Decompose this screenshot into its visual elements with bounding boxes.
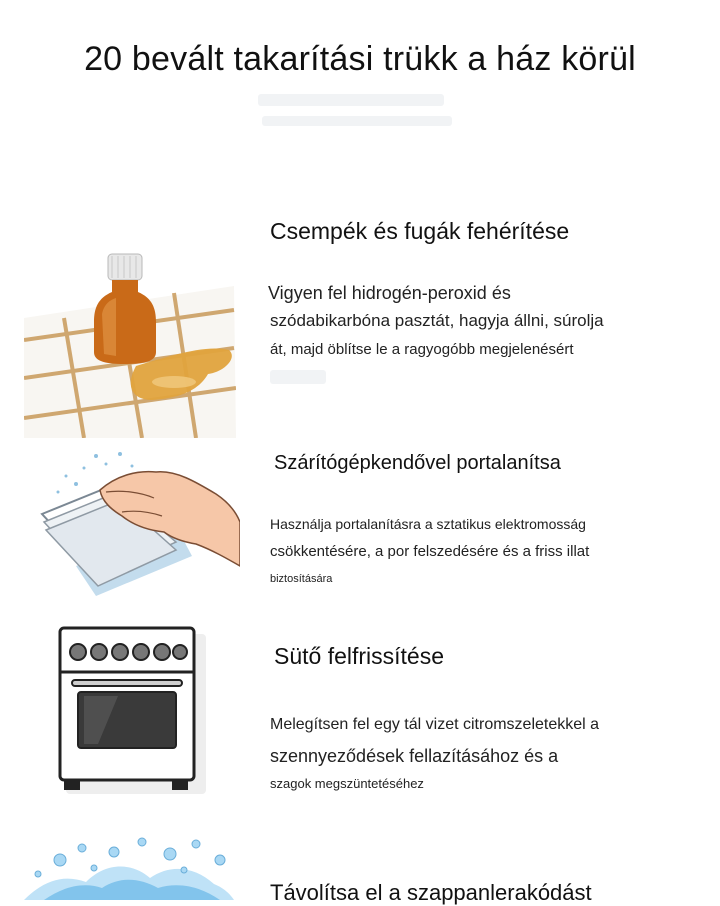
- tip-heading: Sütő felfrissítése: [274, 643, 445, 669]
- tip-text-line: szennyeződések fellazításához és a: [270, 746, 559, 766]
- tip-heading: Szárítógépkendővel portalanítsa: [274, 452, 561, 474]
- tip-text-line: szagok megszüntetéséhez: [270, 776, 424, 791]
- tip-text-line: szódabikarbóna pasztát, hagyja állni, súrolja: [270, 311, 604, 330]
- ghost-text: [262, 116, 452, 126]
- tip-text-line: Használja portalanításra a sztatikus elektromosság: [270, 516, 586, 532]
- tip-text-line: csökkentésére, a por felszedésére és a friss illat: [270, 543, 590, 560]
- ghost-text: [258, 94, 444, 106]
- tip-text-line: Vigyen fel hidrogén-peroxid és: [268, 283, 511, 303]
- tip-text-line: biztosítására: [270, 573, 333, 585]
- ghost-text: [270, 370, 326, 384]
- tip-heading: Csempék és fugák fehérítése: [270, 218, 570, 244]
- tip-heading: Távolítsa el a szappanlerakódást: [270, 880, 592, 905]
- bottle-on-tiles-icon: [24, 248, 236, 438]
- tip-text-line: Melegítsen fel egy tál vizet citromszeletekkel a: [270, 716, 600, 733]
- oven-icon: [58, 626, 208, 796]
- hand-with-dryer-sheet-icon: [36, 446, 240, 598]
- page-title: 20 bevált takarítási trükk a ház körül: [84, 40, 636, 78]
- water-splash-icon: [24, 830, 234, 900]
- tip-text-line: át, majd öblítse le a ragyogóbb megjelenésért: [270, 341, 574, 358]
